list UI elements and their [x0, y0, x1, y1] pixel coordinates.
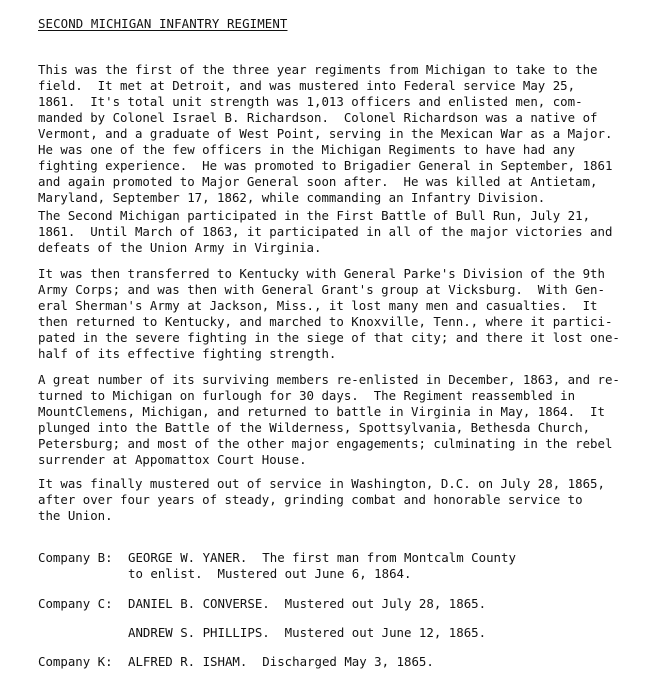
text-line: This was the first of the three year regiments from Michigan to take to the [38, 62, 598, 77]
text-line: turned to Michigan on furlough for 30 days. The Regiment reassembled in [38, 388, 576, 403]
text-line: It was then transferred to Kentucky with General Parke's Division of the 9th [38, 266, 605, 281]
text-line: A great number of its surviving members re-enlisted in December, 1863, and re- [38, 372, 620, 387]
text-line: Petersburg; and most of the other major engagements; culminating in the rebel [38, 436, 613, 451]
text-line: pated in the severe fighting in the siege of that city; and there it lost one- [38, 330, 620, 345]
text-line: fighting experience. He was promoted to Brigadier General in September, 1861 [38, 158, 613, 173]
company-text: DANIEL B. CONVERSE. Mustered out July 28, 1865. [128, 596, 487, 611]
company-label: Company B: [38, 550, 113, 565]
text-line: plunged into the Battle of the Wilderness, Spottsylvania, Bethesda Church, [38, 420, 591, 435]
text-line: MountClemens, Michigan, and returned to battle in Virginia in May, 1864. It [38, 404, 605, 419]
text-line: The Second Michigan participated in the First Battle of Bull Run, July 21, [38, 208, 591, 223]
text-line: 1861. Until March of 1863, it participated in all of the major victories and [38, 224, 613, 239]
text-line: It was finally mustered out of service in Washington, D.C. on July 28, 1865, [38, 476, 605, 491]
text-line: half of its effective fighting strength. [38, 346, 337, 361]
paragraph-3 [38, 266, 638, 362]
text-line: eral Sherman's Army at Jackson, Miss., it lost many men and casualties. It [38, 298, 598, 313]
company-text: ALFRED R. ISHAM. Discharged May 3, 1865. [128, 654, 434, 669]
text-line: Vermont, and a graduate of West Point, serving in the Mexican War as a Major. [38, 126, 613, 141]
company-b-entry [38, 550, 638, 582]
paragraph-5 [38, 476, 638, 524]
paragraph-2 [38, 208, 638, 256]
text-line: 1861. It's total unit strength was 1,013 officers and enlisted men, com- [38, 94, 583, 109]
text-line: the Union. [38, 508, 113, 523]
text-line: defeats of the Union Army in Virginia. [38, 240, 322, 255]
text-line: after over four years of steady, grinding combat and honorable service to [38, 492, 583, 507]
text-line: and again promoted to Major General soon after. He was killed at Antietam, [38, 174, 598, 189]
page-title: SECOND MICHIGAN INFANTRY REGIMENT [38, 16, 288, 31]
company-label: Company K: [38, 654, 113, 669]
paragraph-1 [38, 62, 638, 206]
company-text: GEORGE W. YANER. The first man from Montcalm County [128, 550, 516, 565]
company-k-entry [38, 654, 638, 670]
text-line: manded by Colonel Israel B. Richardson. Colonel Richardson was a native of [38, 110, 598, 125]
company-c-entry-2 [38, 625, 638, 641]
company-text: ANDREW S. PHILLIPS. Mustered out June 12, 1865. [128, 625, 487, 640]
text-line: then returned to Kentucky, and marched to Knoxville, Tenn., where it partici- [38, 314, 613, 329]
text-line: surrender at Appomattox Court House. [38, 452, 307, 467]
text-line: Maryland, September 17, 1862, while commanding an Infantry Division. [38, 190, 546, 205]
text-line: field. It met at Detroit, and was mustered into Federal service May 25, [38, 78, 576, 93]
company-label: Company C: [38, 596, 113, 611]
paragraph-4 [38, 372, 638, 468]
text-line: He was one of the few officers in the Michigan Regiments to have had any [38, 142, 576, 157]
company-text: to enlist. Mustered out June 6, 1864. [128, 566, 412, 581]
text-line: Army Corps; and was then with General Grant's group at Vicksburg. With Gen- [38, 282, 605, 297]
company-c-entry [38, 596, 638, 612]
